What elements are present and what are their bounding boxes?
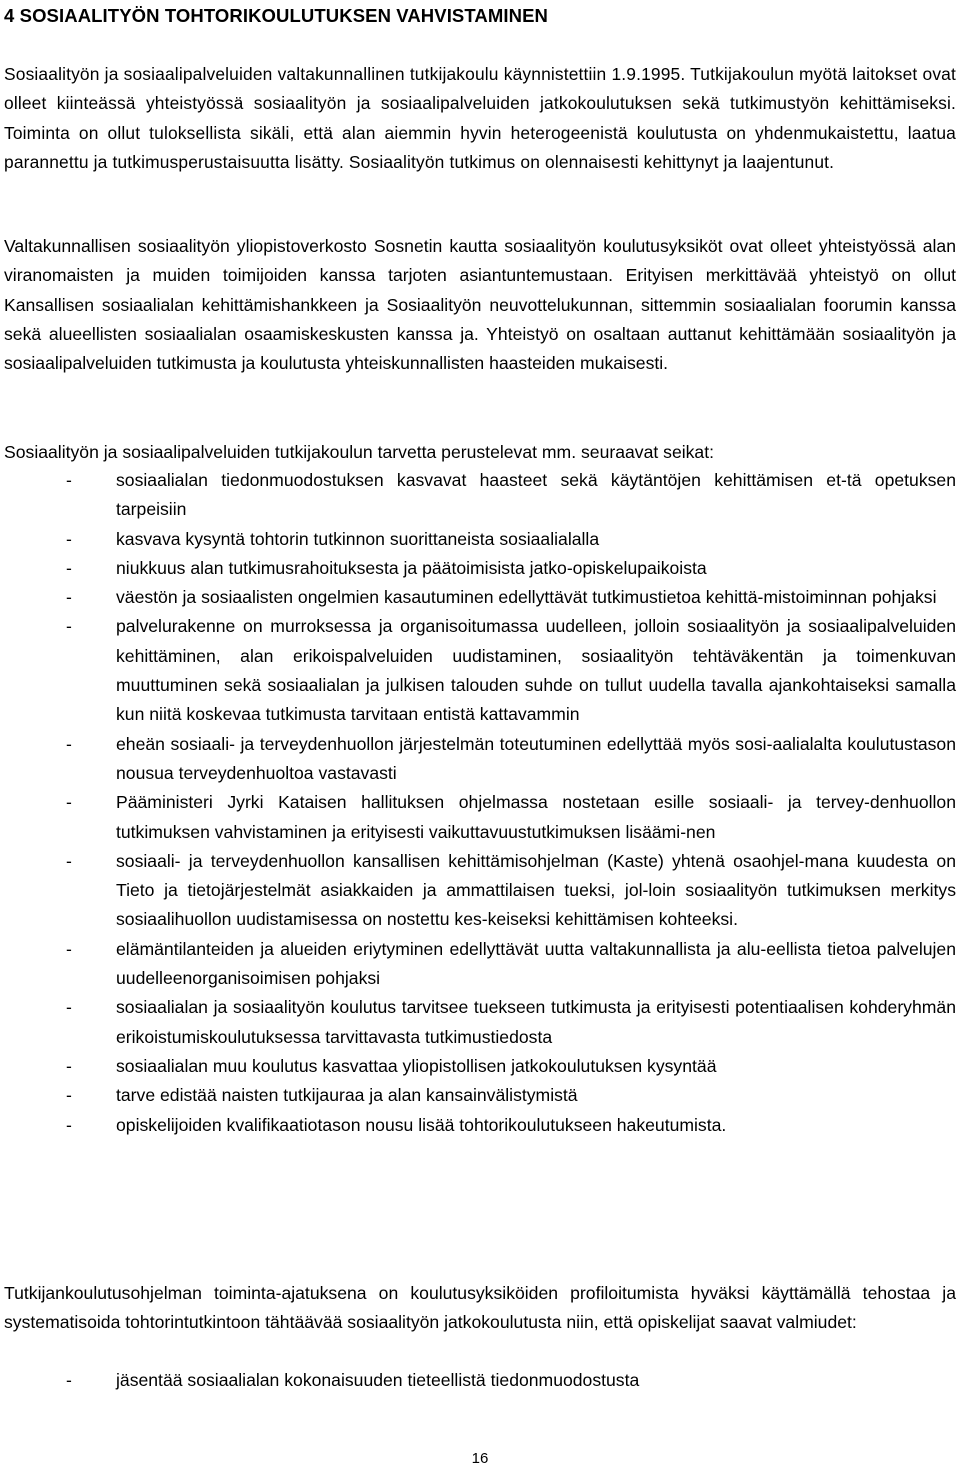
- list-dash: -: [66, 792, 72, 813]
- list-item-text: opiskelijoiden kvalifikaatiotason nousu lisää tohtorikoulutukseen hakeutumista.: [116, 1114, 727, 1135]
- list-item-text: Pääministeri Jyrki Kataisen hallituksen ohjelmassa nostetaan esille sosiaali- ja tervey-denhuollon tutkimuksen vahvistaminen ja erityisesti vaikuttavuustutkimuksen lisäämi-nen: [116, 792, 956, 842]
- list-item-text: elämäntilanteiden ja alueiden eriytyminen edellyttävät uutta valtakunnallista ja alu-eellista tietoa palvelujen uudelleenorganisoimisen pohjaksi: [116, 938, 956, 989]
- list-item-text: väestön ja sosiaalisten ongelmien kasautuminen edellyttävät tutkimustietoa kehittä-mistoiminnan pohjaksi: [116, 587, 937, 608]
- list-item: [4, 554, 956, 583]
- list-dash: -: [66, 616, 72, 637]
- paragraph-intro: Sosiaalityön ja sosiaalipalveluiden valtakunnallinen tutkijakoulu käynnistettiin 1.9.1995. Tutkijakoulun myötä laitokset ovat olleet kiinteässä yhteistyössä sosiaalityön ja sosiaalipalveluiden jatkokoulutuksen sekä tutkimustyön kehittämiseksi. Toiminta on ollut tuloksellista sikäli, että alan aiemmin hyvin heterogeenistä koulutusta on yhdenmukaistettu, laatua parannettu ja tutkimusperustaisuutta lisätty. Sosiaalityön tutkimus on olennaisesti kehittynyt ja laajentunut.: [4, 64, 956, 172]
- list-item: [4, 935, 956, 994]
- paragraph-network: Valtakunnallisen sosiaalityön yliopistoverkosto Sosnetin kautta sosiaalityön koulutusyksiköt ovat olleet yhteistyössä alan viranomaisten ja muiden toimijoiden kanssa tarjoten asiantuntemustaan. Erityisen merkittävää yhteistyö on ollut Kansallisen sosiaalialan kehittämishankkeen ja Sosiaalityön neuvottelukunnan, sittemmin sosiaalialan foorumin kanssa sekä alueellisten sosiaalialan osaamiskeskusten kanssa ja. Yhteistyö on osaltaan auttanut kehittämään sosiaalityön ja sosiaalipalveluiden tutkimusta ja koulutusta yhteiskunnallisten haasteiden mukaisesti.: [4, 236, 956, 374]
- list-dash: -: [66, 733, 72, 754]
- reasons-list: [4, 466, 956, 1140]
- list-item: [4, 993, 956, 1052]
- list-item-text: sosiaalialan muu koulutus kasvattaa yliopistollisen jatkokoulutuksen kysyntää: [116, 1055, 717, 1076]
- list-dash: -: [66, 1085, 72, 1106]
- list-dash: -: [66, 1114, 72, 1135]
- list-item-text: jäsentää sosiaalialan kokonaisuuden tieteellistä tiedonmuodostusta: [116, 1370, 640, 1390]
- list-item-text: sosiaalialan tiedonmuodostuksen kasvavat haasteet sekä käytäntöjen kehittämisen et-tä opetuksen tarpeisiin: [116, 470, 956, 520]
- list-item: [4, 1366, 956, 1395]
- list-item: [4, 583, 956, 612]
- list-item: [4, 1111, 956, 1140]
- list-dash: -: [66, 587, 72, 608]
- paragraph-programme: Tutkijankoulutusohjelman toiminta-ajatuksena on koulutusyksiköiden profiloitumista hyväksi käyttämällä tehostaa ja systematisoida tohtorintutkintoon tähtäävää sosiaalityön jatkokoulutusta niin, että opiskelijat saavat valmiudet:: [4, 1283, 956, 1333]
- list-item-text: palvelurakenne on murroksessa ja organisoitumassa uudelleen, jolloin sosiaalityön ja sosiaalipalveluiden kehittäminen, alan erikoispalveluiden uudistaminen, sosiaalityön tehtäväkentän ja toimenkuvan muuttuminen sekä sosiaalialan ja julkisen talouden suhde on tullut uudella tavalla ajankohtaiseksi samalla kun niitä koskevaa tutkimusta tarvitaan entistä kattavammin: [116, 616, 956, 725]
- paragraph-reasons-lead: Sosiaalityön ja sosiaalipalveluiden tutkijakoulun tarvetta perustelevat mm. seuraavat seikat:: [4, 442, 714, 462]
- list-item-text: sosiaalialan ja sosiaalityön koulutus tarvitsee tuekseen tutkimusta ja erityisesti potentiaalisen kohderyhmän erikoistumiskoulutuksessa tarvittavasta tutkimustiedosta: [116, 997, 956, 1047]
- list-item-text: sosiaali- ja terveydenhuollon kansallisen kehittämisohjelman (Kaste) yhtenä osaohjel-mana kuudesta on Tieto ja tietojärjestelmät asiakkaiden ja ammattilaisen tueksi, jol-loin sosiaalityön tutkimuksen merkitys sosiaalihuollon uudistamisessa on nostettu kes-keiseksi kehittämisen kohteeksi.: [116, 850, 956, 930]
- list-item-text: eheän sosiaali- ja terveydenhuollon järjestelmän toteutuminen edellyttää myös sosi-aalialalta koulutustason nousua terveydenhuoltoa vastavasti: [116, 733, 956, 783]
- list-dash: -: [66, 557, 72, 578]
- list-dash: -: [66, 528, 72, 549]
- list-item: [4, 847, 956, 935]
- list-dash: -: [66, 850, 72, 871]
- skills-list: [4, 1366, 956, 1395]
- list-dash: -: [66, 938, 72, 959]
- list-item: [4, 1081, 956, 1110]
- list-item: [4, 730, 956, 789]
- list-item: [4, 466, 956, 525]
- list-item: [4, 1052, 956, 1081]
- list-dash: -: [66, 1055, 72, 1076]
- section-heading: 4 SOSIAALITYÖN TOHTORIKOULUTUKSEN VAHVISTAMINEN: [4, 5, 548, 26]
- list-item: [4, 612, 956, 729]
- list-item-text: tarve edistää naisten tutkijauraa ja alan kansainvälistymistä: [116, 1085, 578, 1106]
- list-dash: -: [66, 1370, 72, 1390]
- list-dash: -: [66, 997, 72, 1018]
- list-item: [4, 788, 956, 847]
- list-dash: -: [66, 470, 72, 490]
- list-item-text: kasvava kysyntä tohtorin tutkinnon suorittaneista sosiaalialalla: [116, 528, 600, 549]
- list-item-text: niukkuus alan tutkimusrahoituksesta ja päätoimisista jatko-opiskelupaikoista: [116, 557, 707, 578]
- page-number: 16: [471, 1450, 489, 1467]
- list-item: [4, 525, 956, 554]
